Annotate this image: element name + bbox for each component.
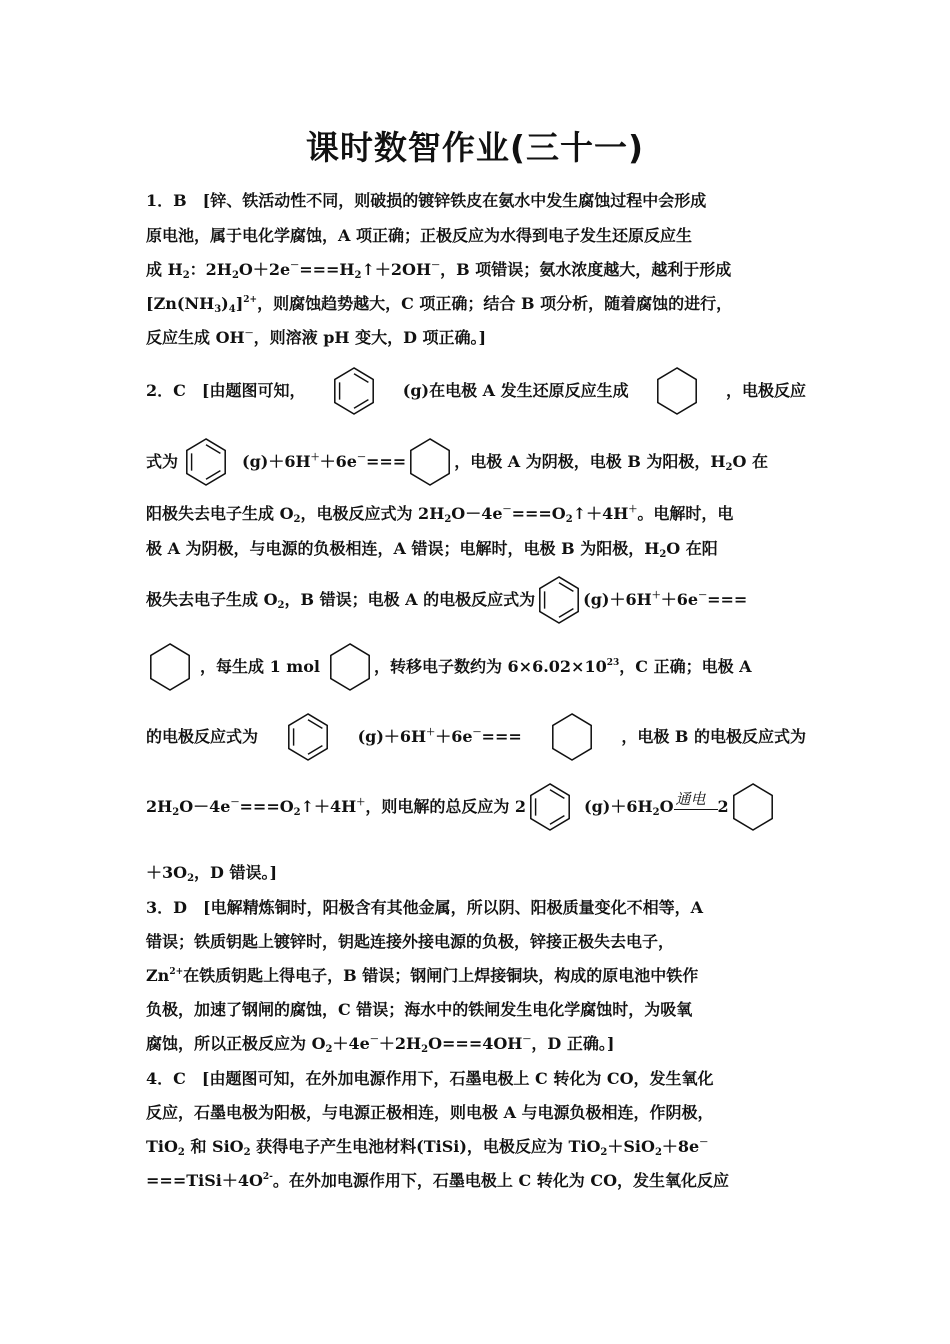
q2-line-4: 极 A 为阴极，与电源的负极相连，A 错误；电解时，电极 B 为阳极，$H_2O$ 在阳 — [146, 539, 718, 560]
benzene-structure-icon — [526, 781, 574, 833]
cyclohexane-structure-icon — [653, 365, 701, 417]
electrolysis-condition: 通电 — [674, 792, 718, 822]
q4-line-4: $===TiSi+4O^{2-}$。在外加电源作用下，石墨电极上 C 转化为 CO，发生氧化反应 — [146, 1171, 730, 1190]
benzene-structure-icon — [535, 574, 583, 626]
benzene-structure-icon — [284, 711, 332, 763]
q3-line-1: 3．D [电解精炼铜时，阳极含有其他金属，所以阴、阳极质量变化不相等，A — [146, 898, 703, 917]
q4-line-1: 4．C [由题图可知，在外加电源作用下，石墨电极上 C 转化为 CO，发生氧化 — [146, 1069, 714, 1088]
q4-line-3: TiO$_2$ 和 SiO$_2$ 获得电子产生电池材料(TiSi)，电极反应为 TiO$_2$＋SiO$_2$＋8e－ — [146, 1137, 709, 1158]
cyclohexane-structure-icon — [326, 641, 374, 693]
q1-line-5: 反应生成 OH－，则溶液 pH 变大，D 项正确。] — [146, 328, 487, 347]
page-title: 课时数智作业(三十一) — [305, 128, 645, 167]
q3-line-3: $Zn^{2+}$在铁质钥匙上得电子，B 错误；钢闸门上焊接铜块，构成的原电池中铁作 — [146, 966, 699, 985]
q2-line-2: 式为 (g)＋6H＋＋6e－=== ，电极 A 为阴极，电极 B 为阳极，$H_2O$ 在 — [146, 435, 806, 489]
q3-line-4: 负极，加速了钢闸的腐蚀，C 错误；海水中的铁闸发生电化学腐蚀时，为吸氧 — [146, 1000, 693, 1019]
benzene-structure-icon — [182, 436, 230, 488]
q1-line-4: $[Zn(NH_3)_4]^{2+}$，则腐蚀趋势越大，C 项正确；结合 B 项分析，随着腐蚀的进行， — [146, 294, 733, 315]
q2-line-1: 2．C [由题图可知， (g)在电极 A 发生还原反应生成 ，电极反应 — [146, 364, 806, 418]
q2-line-9: $+3O_2$，D 错误。] — [146, 863, 278, 884]
q2-line-5: 极失去电子生成 $O_2$，B 错误；电极 A 的电极反应式为 (g)＋6H＋＋6e－=== — [146, 573, 806, 627]
cyclohexane-structure-icon — [146, 641, 194, 693]
q2-line-3: 阳极失去电子生成 $O_2$，电极反应式为 $2H_2O-4e^-===O_2↑+4H^+$。电解时，电 — [146, 504, 734, 525]
q1-line-2: 原电池，属于电化学腐蚀，A 项正确；正极反应为水得到电子发生还原反应生 — [146, 226, 692, 245]
q3-line-5: 腐蚀，所以正极反应为 $O_2+4e^-+2H_2O===4OH^-$，D 正确。] — [146, 1034, 615, 1055]
q2-line-7: 的电极反应式为 (g)＋6H＋＋6e－=== ，电极 B 的电极反应式为 — [146, 710, 806, 764]
benzene-structure-icon — [330, 365, 378, 417]
q2-line-6: ，每生成 1 mol ，转移电子数约为 $6\times 6.02\times 10^{23}$，C 正确；电极 A — [146, 640, 806, 694]
q4-line-2: 反应，石墨电极为阳极，与电源正极相连，则电极 A 与电源负极相连，作阴极， — [146, 1103, 714, 1122]
q1-line-1: 1．B [锌、铁活动性不同，则破损的镀锌铁皮在氨水中发生腐蚀过程中会形成 — [146, 191, 707, 210]
q2-line-8: $2H_2O-4e^-===O_2↑+4H^+$，则电解的总反应为 2 $(g)+6H_2O$ 通电 2 — [146, 780, 806, 834]
cyclohexane-structure-icon — [729, 781, 777, 833]
q3-line-2: 错误；铁质钥匙上镀锌时，钥匙连接外接电源的负极，锌接正极失去电子， — [146, 932, 675, 951]
cyclohexane-structure-icon — [548, 711, 596, 763]
q1-line-3: 成 $H_2$：$2H_2O+2e^-===H_2↑+2OH^-$，B 项错误；氨水浓度越大，越利于形成 — [146, 260, 732, 281]
cyclohexane-structure-icon — [406, 436, 454, 488]
